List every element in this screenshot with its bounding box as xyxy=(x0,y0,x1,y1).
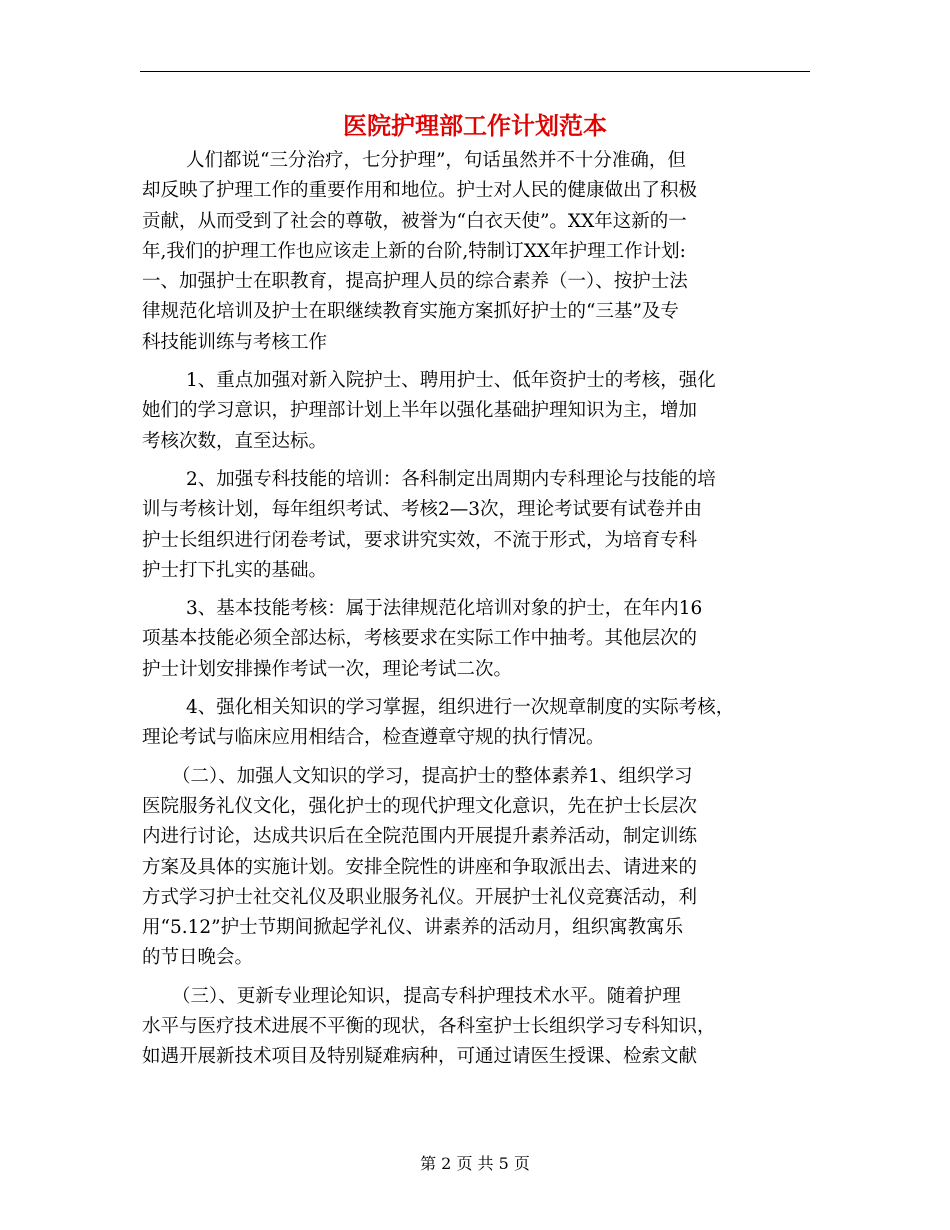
text-line: 护士计划安排操作考试一次，理论考试二次。 xyxy=(142,658,513,680)
text-line: 年,我们的护理工作也应该走上新的台阶,特制订XX年护理工作计划: xyxy=(142,240,686,262)
text-line: 贡献，从而受到了社会的尊敬，被誉为“白衣天使”。XX年这新的一 xyxy=(142,210,687,232)
paragraph-item-2 xyxy=(142,465,812,586)
text-line: 内进行讨论，达成共识后在全院范围内开展提升素养活动，制定训练 xyxy=(142,826,698,848)
text-line: 的节日晚会。 xyxy=(142,947,254,969)
text-line: 科技能训练与考核工作 xyxy=(142,331,328,353)
paragraph-intro xyxy=(142,146,812,267)
paragraph-item-1 xyxy=(142,366,812,457)
paragraph-section-3 xyxy=(142,982,812,1073)
text-line: 医院服务礼仪文化，强化护士的现代护理文化意识，先在护士长层次 xyxy=(142,795,698,817)
intro-section xyxy=(142,146,812,358)
paragraph-item-4 xyxy=(142,693,812,754)
text-line: 用“5.12”护士节期间掀起学礼仪、讲素养的活动月，组织寓教寓乐 xyxy=(142,917,684,939)
text-line: 4、强化相关知识的学习掌握，组织进行一次规章制度的实际考核， xyxy=(186,697,735,719)
page-number: 第 2 页 共 5 页 xyxy=(420,1154,530,1173)
text-line: 一、加强护士在职教育，提高护理人员的综合素养（一）、按护士法 xyxy=(142,271,688,293)
text-line: 项基本技能必须全部达标，考核要求在实际工作中抽考。其他层次的 xyxy=(142,628,698,650)
text-line: 训与考核计划，每年组织考试、考核2—3次，理论考试要有试卷并由 xyxy=(142,499,703,521)
document-title: 医院护理部工作计划范本 xyxy=(343,112,607,140)
text-line: 1、重点加强对新入院护士、聘用护士、低年资护士的考核，强化 xyxy=(186,370,716,392)
text-line: 人们都说“三分治疗，七分护理”，句话虽然并不十分准确，但 xyxy=(186,150,686,171)
text-line: 护士打下扎实的基础。 xyxy=(142,559,328,581)
text-line: 2、加强专科技能的培训：各科制定出周期内专科理论与技能的培 xyxy=(186,468,716,490)
text-line: （三）、更新专业理论知识，提高专科护理技术水平。随着护理 xyxy=(172,985,681,1007)
text-line: 她们的学习意识，护理部计划上半年以强化基础护理知识为主，增加 xyxy=(142,400,698,422)
paragraph-section-heading xyxy=(142,267,812,358)
text-line: 水平与医疗技术进展不平衡的现状，各科室护士长组织学习专科知识， xyxy=(142,1016,716,1038)
text-line: 律规范化培训及护士在职继续教育实施方案抓好护士的“三基”及专 xyxy=(142,301,679,323)
text-line: 3、基本技能考核：属于法律规范化培训对象的护士，在年内16 xyxy=(186,598,703,620)
text-line: 却反映了护理工作的重要作用和地位。护士对人民的健康做出了积极 xyxy=(142,180,698,202)
text-line: （二）、加强人文知识的学习，提高护士的整体素养1、组织学习 xyxy=(172,765,693,787)
text-line: 方案及具体的实施计划。安排全院性的讲座和争取派出去、请进来的 xyxy=(142,856,698,878)
text-line: 理论考试与临床应用相结合，检查遵章守规的执行情况。 xyxy=(142,727,605,749)
paragraph-item-3 xyxy=(142,594,812,685)
text-line: 护士长组织进行闭卷考试，要求讲究实效，不流于形式，为培育专科 xyxy=(142,529,698,551)
document-body xyxy=(142,146,812,1073)
text-line: 如遇开展新技术项目及特别疑难病种，可通过请医生授课、检索文献 xyxy=(142,1046,698,1068)
text-line: 方式学习护士社交礼仪及职业服务礼仪。开展护士礼仪竞赛活动，利 xyxy=(142,886,698,908)
paragraph-section-2 xyxy=(142,762,812,974)
header-rule xyxy=(140,71,810,72)
text-line: 考核次数，直至达标。 xyxy=(142,430,328,452)
